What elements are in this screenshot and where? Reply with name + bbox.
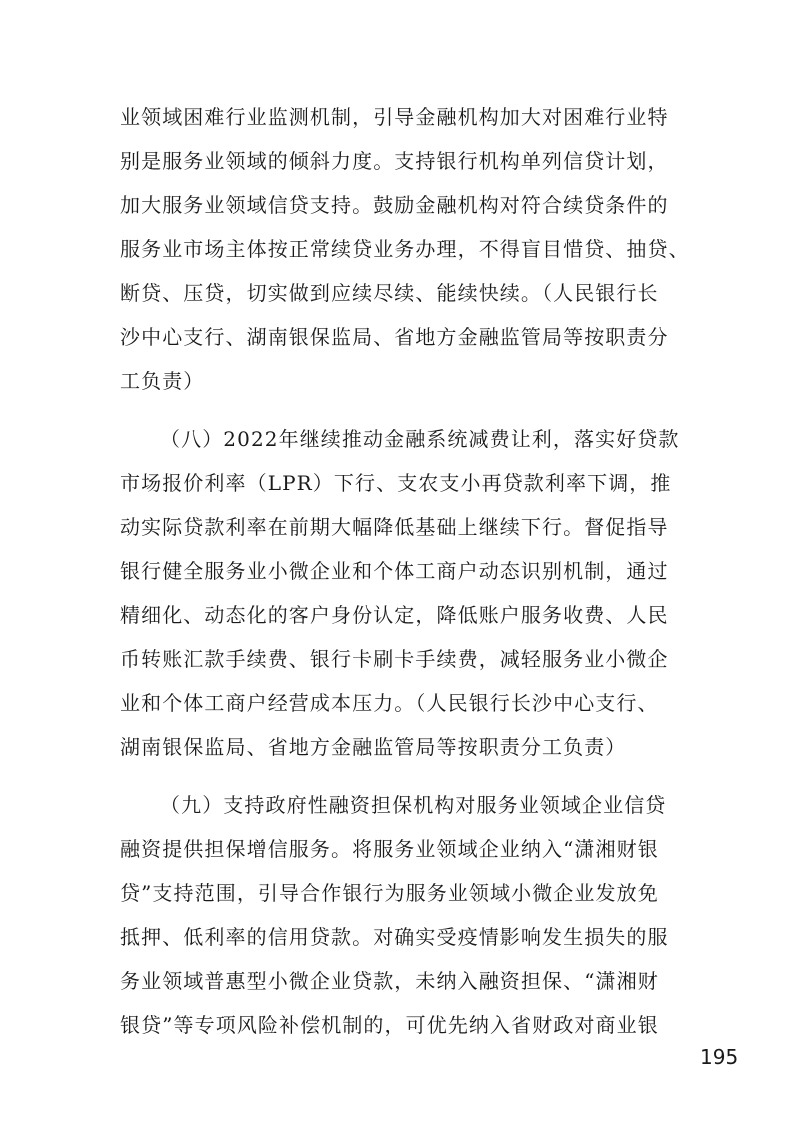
paragraph-1-line-1: 业领域困难行业监测机制，引导金融机构加大对困难行业特 [120,105,669,129]
paragraph-2-line-4: 银行健全服务业小微企业和个体工商户动态识别机制，通过 [120,559,669,583]
paragraph-2-line-3: 动实际贷款利率在前期大幅降低基础上继续下行。督促指导 [120,515,669,539]
paragraph-3-line-2: 融资提供担保增信服务。将服务业领域企业纳入“潇湘财银 [120,837,659,861]
paragraph-2-line-8: 湖南银保监局、省地方金融监管局等按职责分工负责） [120,735,627,759]
paragraph-1-line-6: 沙中心支行、湖南银保监局、省地方金融监管局等按职责分 [120,325,669,349]
paragraph-2-line-1: （八）2022年继续推动金融系统减费让利，落实好贷款 [160,427,680,451]
paragraph-2-line-6: 币转账汇款手续费、银行卡刷卡手续费，减轻服务业小微企 [120,647,669,671]
paragraph-3-line-3: 贷”支持范围，引导合作银行为服务业领域小微企业发放免 [120,881,659,905]
paragraph-1-line-2: 别是服务业领域的倾斜力度。支持银行机构单列信贷计划， [120,149,669,173]
paragraph-2-line-2: 市场报价利率（LPR）下行、支农支小再贷款利率下调，推 [120,471,672,495]
paragraph-3-line-1: （九）支持政府性融资担保机构对服务业领域企业信贷 [160,793,667,817]
paragraph-1-line-3: 加大服务业领域信贷支持。鼓励金融机构对符合续贷条件的 [120,193,669,217]
paragraph-2-line-5: 精细化、动态化的客户身份认定，降低账户服务收费、人民 [120,603,669,627]
paragraph-1-line-4: 服务业市场主体按正常续贷业务办理，不得盲目惜贷、抽贷、 [120,237,690,261]
paragraph-3-line-5: 务业领域普惠型小微企业贷款，未纳入融资担保、“潇湘财 [120,969,659,993]
page-number: 195 [700,1045,739,1069]
paragraph-3-line-6: 银贷”等专项风险补偿机制的，可优先纳入省财政对商业银 [120,1013,659,1037]
paragraph-1-line-7: 工负责） [120,369,205,393]
paragraph-3-line-4: 抵押、低利率的信用贷款。对确实受疫情影响发生损失的服 [120,925,669,949]
paragraph-1-line-5: 断贷、压贷，切实做到应续尽续、能续快续。（人民银行长 [120,281,659,305]
paragraph-2-line-7: 业和个体工商户经营成本压力。（人民银行长沙中心支行、 [120,691,659,715]
